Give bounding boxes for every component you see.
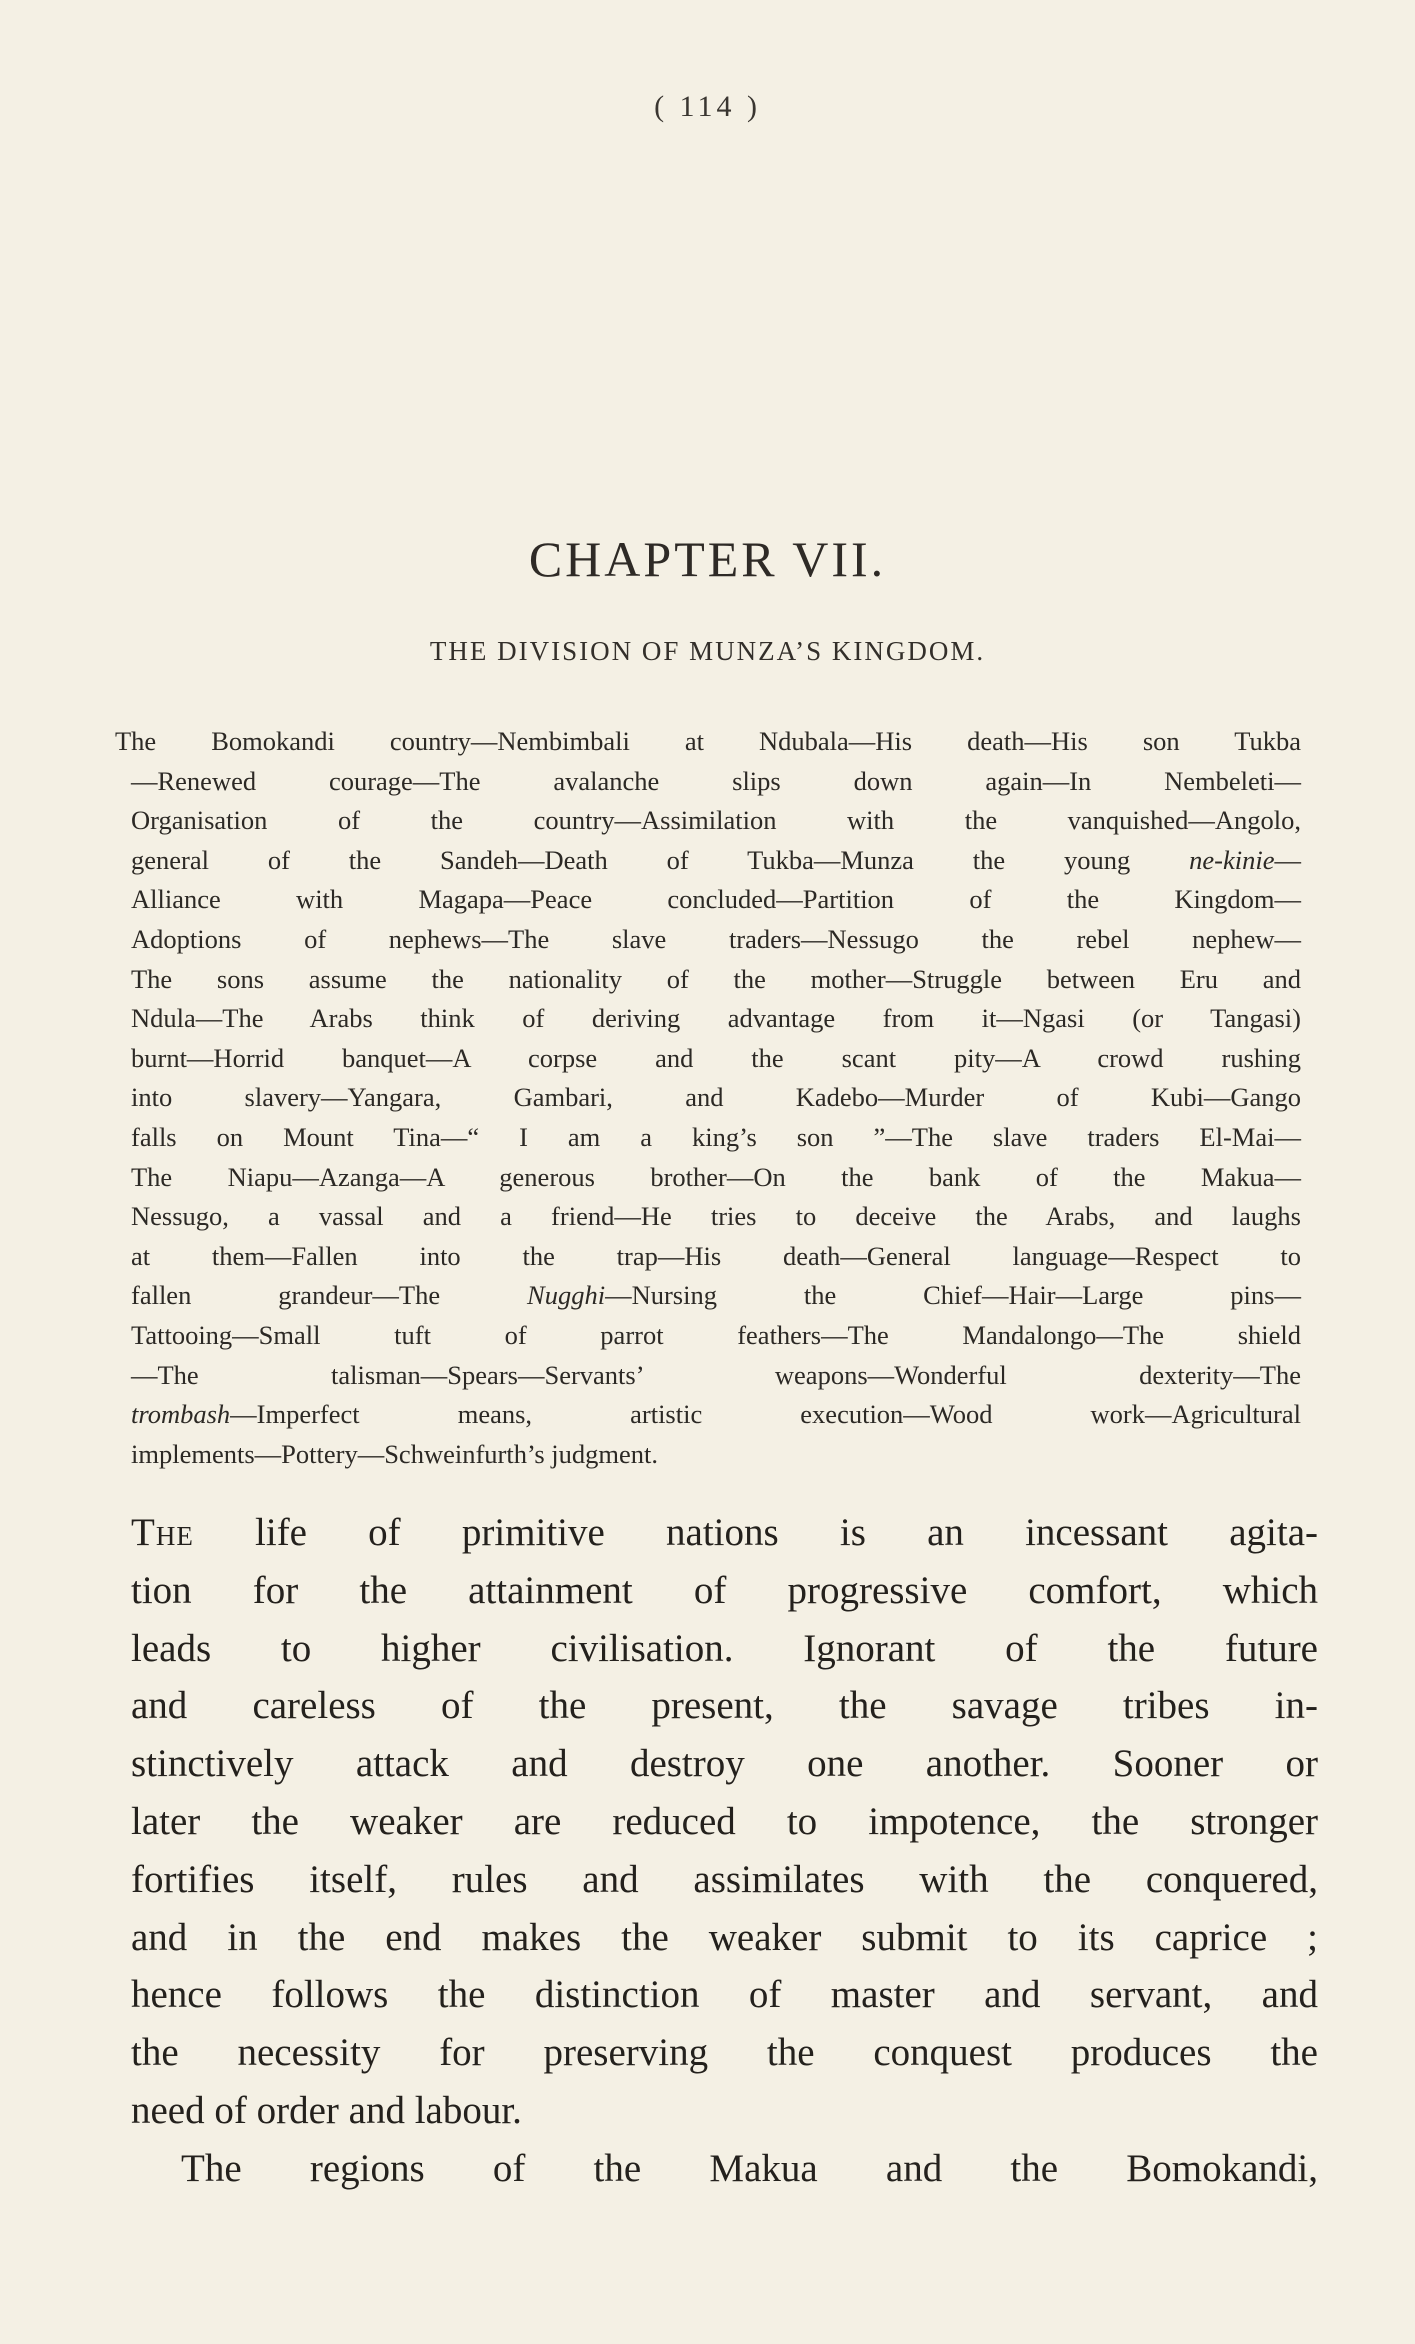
summary-line: The Niapu—Azanga—A generous brother—On the bank of the Makua—: [131, 1161, 1301, 1192]
summary-line: Nessugo, a vassal and a friend—He tries to deceive the Arabs, and laughs: [131, 1201, 1301, 1232]
summary-line: burnt—Horrid banquet—A corpse and the scant pity—A crowd rushing: [131, 1042, 1301, 1073]
summary-italic: Nugghi: [527, 1280, 606, 1311]
body-text: [131, 1504, 1318, 2198]
summary-line: Organisation of the country—Assimilation with the vanquished—Angolo,: [131, 805, 1301, 836]
body-line: and in the end makes the weaker submit to its caprice ;: [131, 1915, 1318, 1959]
summary-line: at them—Fallen into the trap—His death—General language—Respect to: [131, 1240, 1301, 1271]
summary-line: implements—Pottery—Schweinfurth’s judgment.: [131, 1438, 658, 1469]
body-line: hence follows the distinction of master and servant, and: [131, 1973, 1318, 2017]
body-line: The regions of the Makua and the Bomokandi,: [181, 2146, 1318, 2190]
body-line: and careless of the present, the savage tribes in-: [131, 1684, 1318, 1728]
summary-line: Ndula—The Arabs think of deriving advantage from it—Ngasi (or Tangasi): [131, 1003, 1301, 1034]
page-number: ( 114 ): [654, 90, 761, 123]
summary-line: trombash—Imperfect means, artistic execution—Wood work—Agricultural: [131, 1399, 1301, 1430]
summary-line: —The talisman—Spears—Servants’ weapons—Wonderful dexterity—The: [131, 1359, 1301, 1390]
chapter-summary: [115, 722, 1301, 1474]
body-line: the necessity for preserving the conquest produces the: [131, 2031, 1318, 2075]
body-line: later the weaker are reduced to impotence, the stronger: [131, 1799, 1318, 1843]
summary-italic: ne-kinie: [1189, 844, 1275, 875]
summary-line: Adoptions of nephews—The slave traders—Nessugo the rebel nephew—: [131, 923, 1301, 954]
chapter-title: CHAPTER VII.: [528, 531, 887, 587]
body-line: stinctively attack and destroy one another. Sooner or: [131, 1742, 1318, 1786]
summary-line: —Renewed courage—The avalanche slips down again—In Nembeleti—: [131, 765, 1301, 796]
summary-line: falls on Mount Tina—“ I am a king’s son ”—The slave traders El-Mai—: [131, 1121, 1301, 1152]
lead-word: The: [131, 1511, 194, 1554]
body-line: tion for the attainment of progressive comfort, which: [131, 1568, 1318, 1612]
summary-line: The sons assume the nationality of the mother—Struggle between Eru and: [131, 963, 1301, 994]
summary-line: Tattooing—Small tuft of parrot feathers—The Mandalongo—The shield: [131, 1319, 1301, 1350]
summary-italic: trombash: [131, 1399, 231, 1430]
summary-line: into slavery—Yangara, Gambari, and Kadebo—Murder of Kubi—Gango: [131, 1082, 1301, 1113]
summary-line: The Bomokandi country—Nembimbali at Ndubala—His death—His son Tukba: [115, 726, 1301, 756]
summary-line: general of the Sandeh—Death of Tukba—Munza the young ne-kinie—: [131, 844, 1301, 875]
body-line: leads to higher civilisation. Ignorant of the future: [131, 1626, 1318, 1670]
summary-line: Alliance with Magapa—Peace concluded—Partition of the Kingdom—: [131, 884, 1301, 915]
body-line: fortifies itself, rules and assimilates with the conquered,: [131, 1857, 1318, 1901]
body-line: need of order and labour.: [131, 2088, 522, 2132]
body-line: The life of primitive nations is an incessant agita-: [131, 1511, 1318, 1554]
chapter-subtitle: THE DIVISION OF MUNZA’S KINGDOM.: [429, 636, 986, 666]
summary-line: fallen grandeur—The Nugghi—Nursing the Chief—Hair—Large pins—: [131, 1280, 1301, 1311]
